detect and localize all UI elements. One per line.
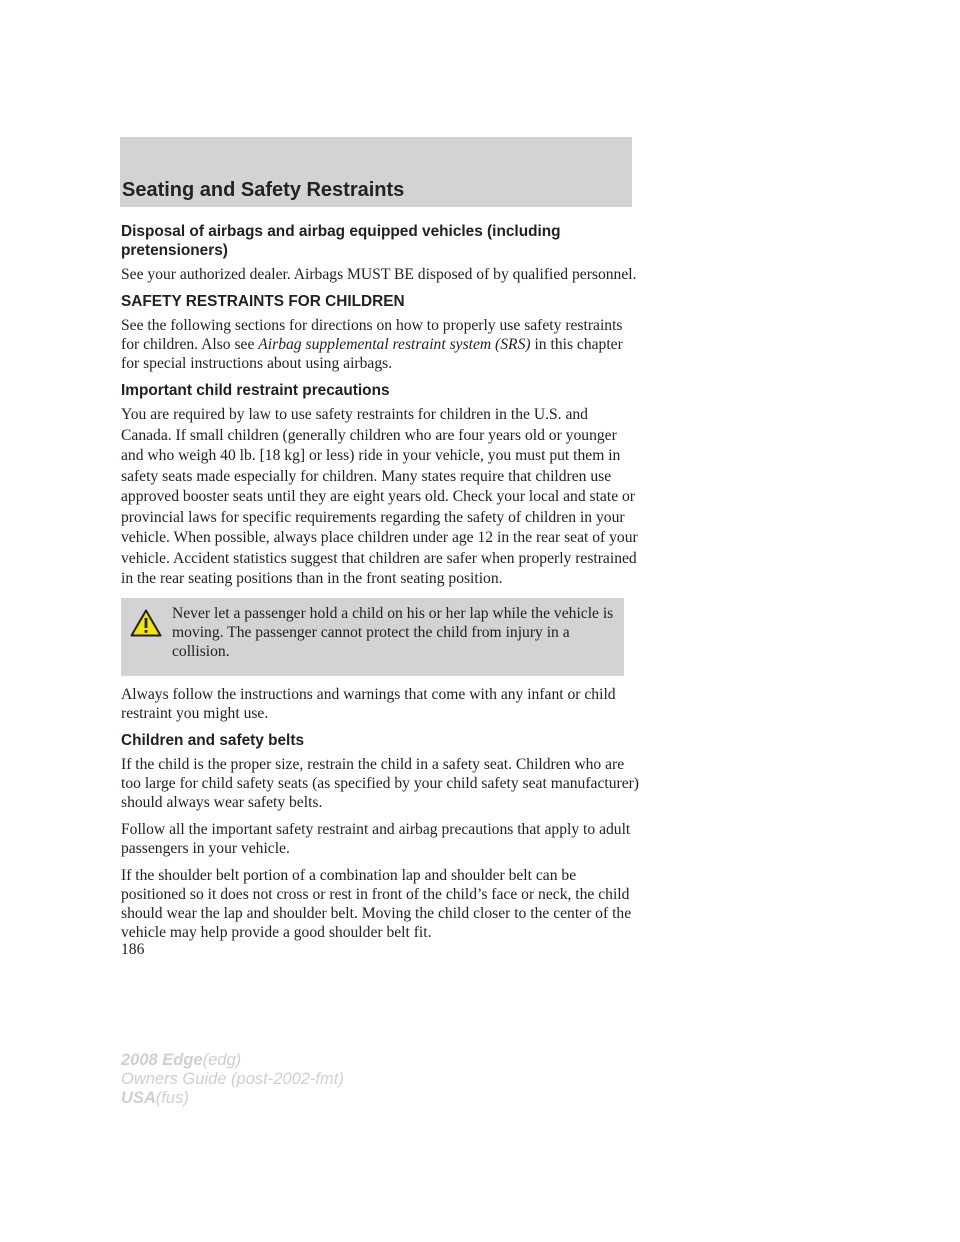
- footer-line-1: [121, 1051, 344, 1070]
- belts-text-3: If the shoulder belt portion of a combination lap and shoulder belt can be positioned so it does not cross or rest in front of the child’s face or neck, the child should wear the lap and shoulder belt. Moving the child closer to the center of the vehicle may help provide a good shoulder belt fit.: [121, 866, 632, 941]
- children-intro-text-2: in this chapter for special instructions about using airbags.: [121, 336, 623, 372]
- warning-text: [130, 604, 616, 661]
- page-content: [121, 222, 641, 950]
- footer-market: USA: [121, 1089, 156, 1107]
- section-title: Seating and Safety Restraints: [122, 179, 405, 201]
- disposal-text: See your authorized dealer. Airbags MUST BE disposed of by qualified personnel.: [121, 266, 637, 283]
- footer-line-2: Owners Guide (post-2002-fmt): [121, 1070, 344, 1088]
- footer-model: 2008 Edge: [121, 1051, 203, 1069]
- footer-market-code: (fus): [155, 1089, 189, 1107]
- footer-line-3: [121, 1089, 344, 1108]
- precautions-text: You are required by law to use safety restraints for children in the U.S. and Canada. If small children (generally children who are four years old or younger and who weigh 40 lb. [18 kg] or less) ride in your vehicle, you must put them in safety seats made especially for children. Many states require that children use approved booster seats until they are eight years old. Check your local and state or provincial laws for specific requirements regarding the safety of children in your vehicle. When possible, always place children under age 12 in the rear seat of your vehicle. Accident statistics suggest that children are safer when properly restrained in the rear seating positions than in the front seating position.: [121, 406, 638, 587]
- page-number: 186: [121, 941, 145, 958]
- belts-text-2: Follow all the important safety restraint and airbag precautions that apply to adult passengers in your vehicle.: [121, 820, 631, 857]
- children-intro: [121, 316, 641, 373]
- children-intro-text-1: See the following sections for directions on how to properly use safety restraints for children. Also see: [121, 317, 623, 353]
- warning-text-content: Never let a passenger hold a child on his or her lap while the vehicle is moving. The passenger cannot protect the child from injury in a collision.: [172, 604, 614, 660]
- precautions-heading: Important child restraint precautions: [121, 382, 390, 399]
- follow-instructions-text: Always follow the instructions and warnings that come with any infant or child restraint you might use.: [121, 685, 616, 722]
- airbag-srs-reference: Airbag supplemental restraint system (SRS): [258, 336, 531, 353]
- belts-heading: Children and safety belts: [121, 731, 305, 749]
- children-heading: SAFETY RESTRAINTS FOR CHILDREN: [121, 293, 405, 310]
- footer-model-code: (edg): [202, 1051, 242, 1069]
- belts-text-1: If the child is the proper size, restrain the child in a safety seat. Children who are too large for child safety seats (as specified by your child safety seat manufacturer) should always wear safety belts.: [121, 755, 640, 811]
- document-footer: [121, 1051, 344, 1108]
- disposal-heading: Disposal of airbags and airbag equipped vehicles (including pretensioners): [121, 223, 561, 259]
- warning-box: [121, 598, 624, 676]
